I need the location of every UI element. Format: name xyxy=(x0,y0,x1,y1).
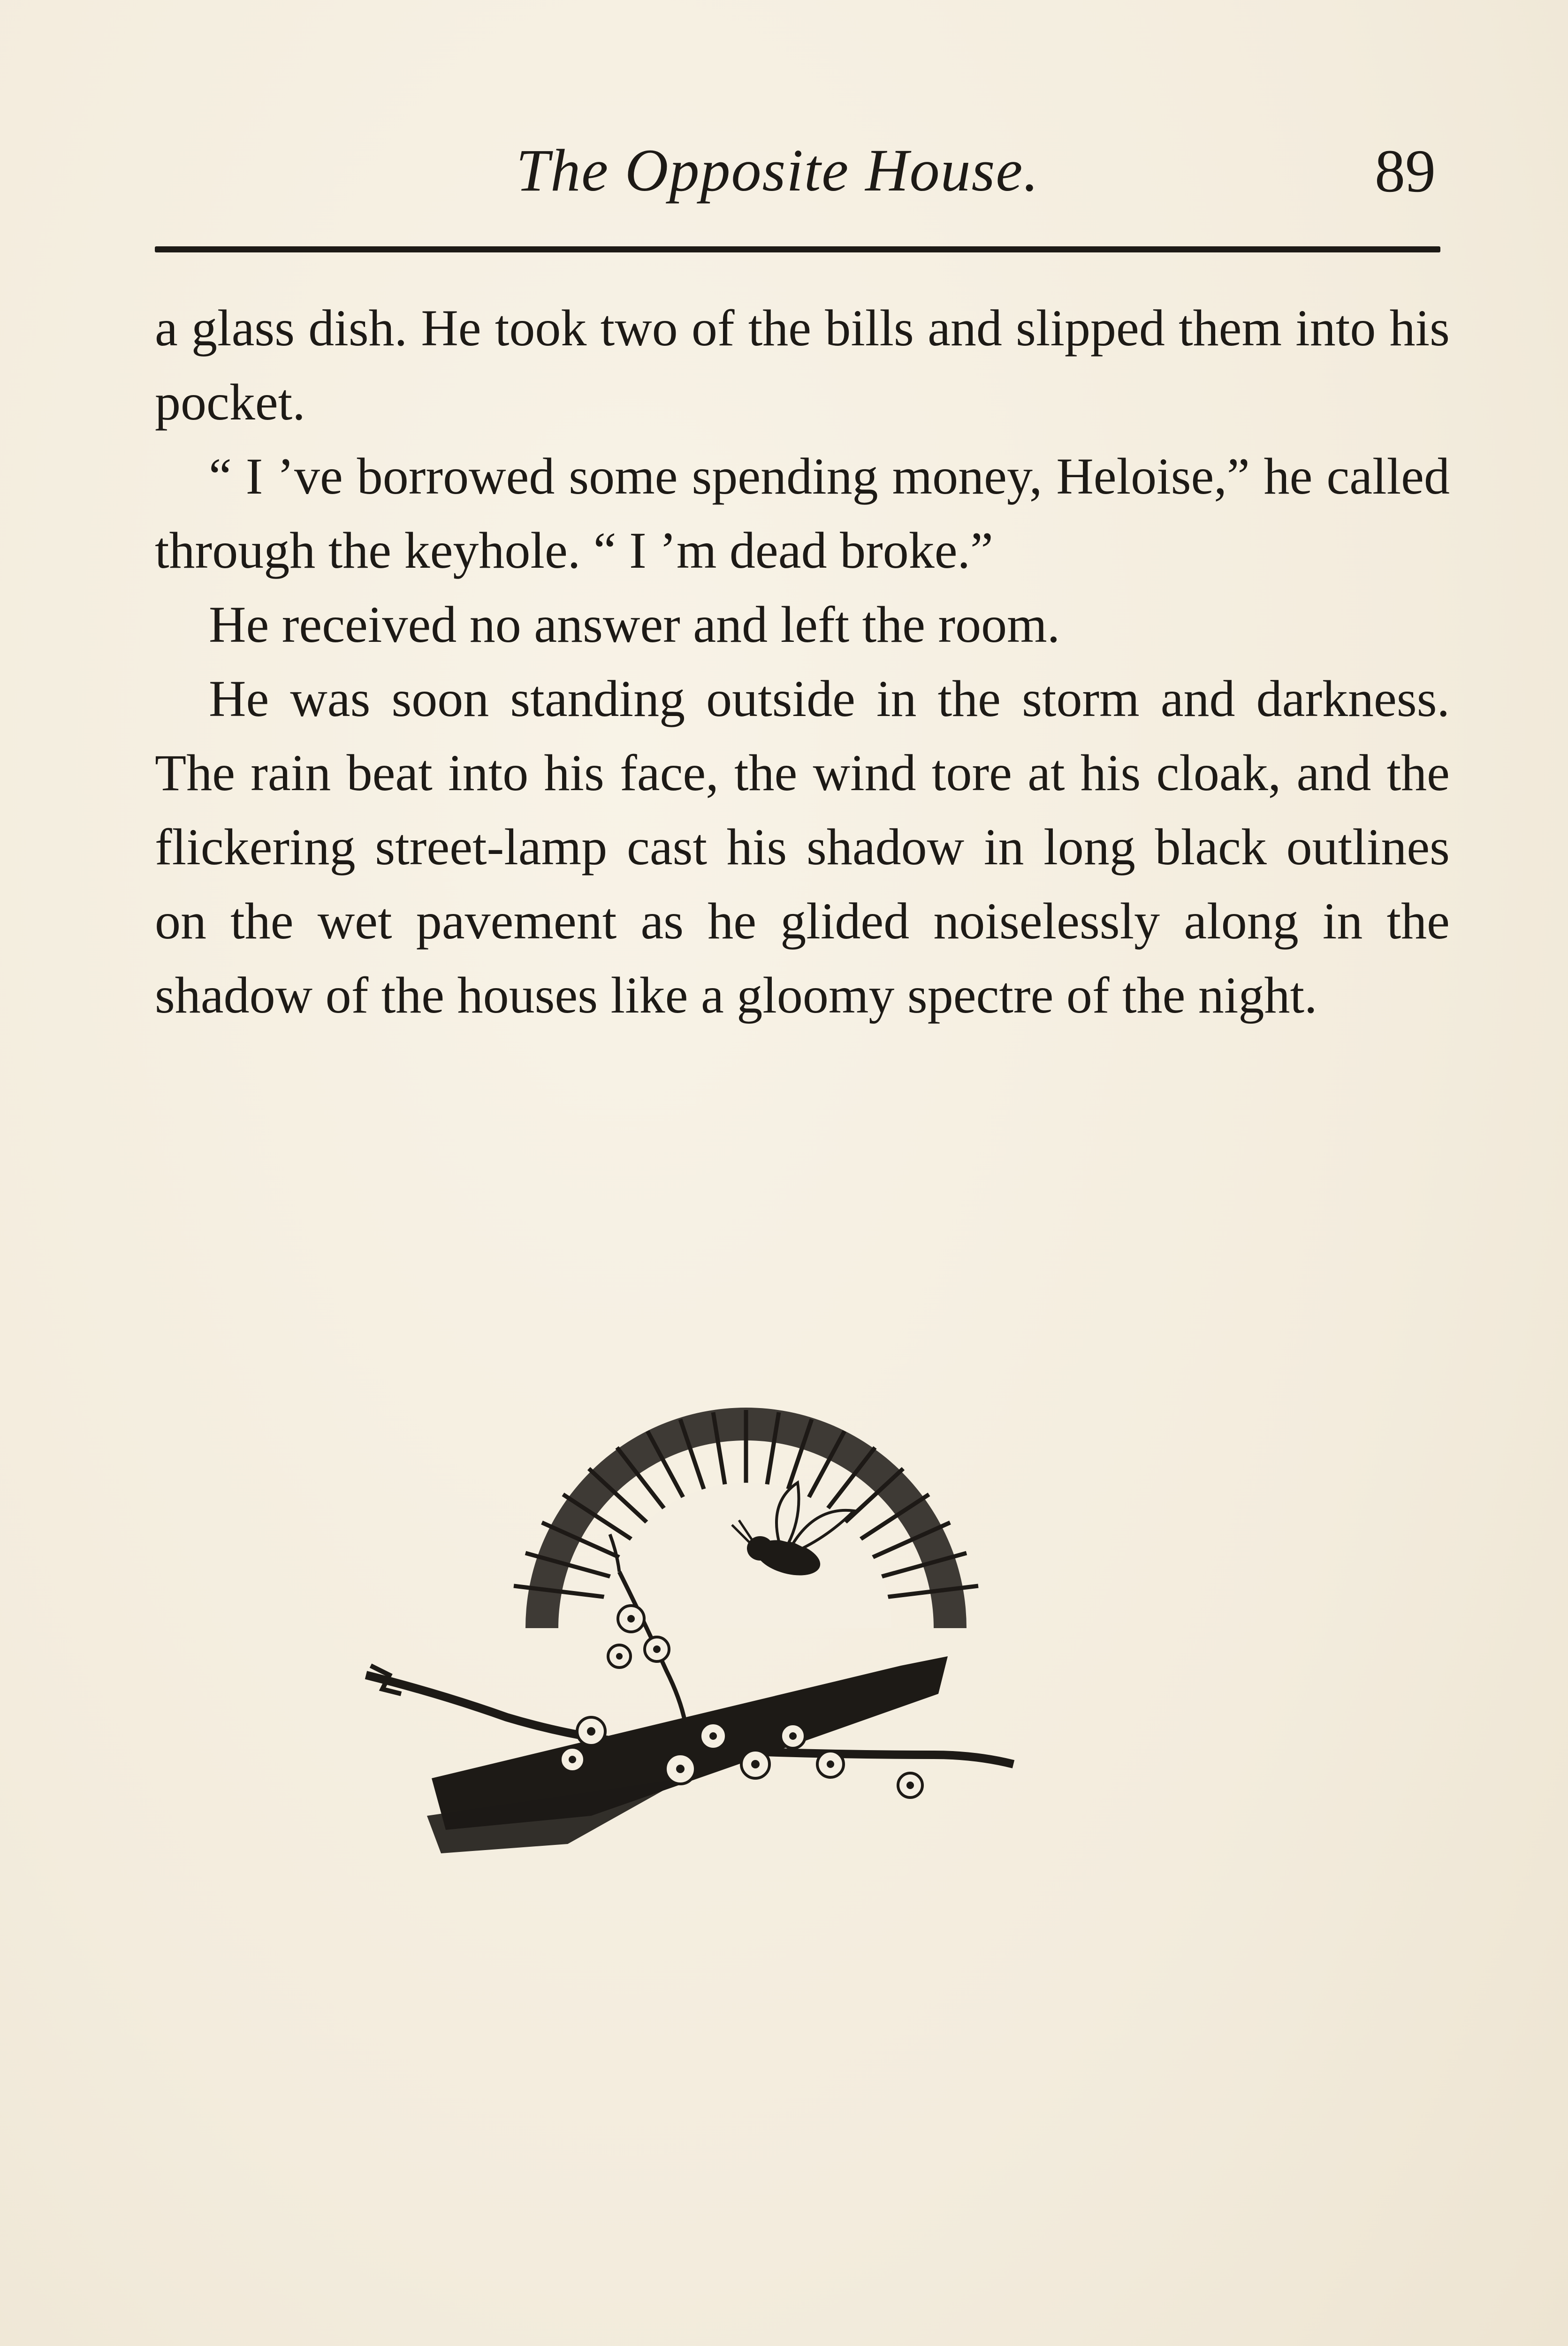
paragraph-continuation: a glass dish. He took two of the bills and slipped them into his pocket. xyxy=(155,299,1450,431)
running-head xyxy=(155,127,1445,211)
moon-blossom-bee-vignette-icon xyxy=(357,1394,1135,1891)
paragraph-dialogue: “ I ’ve borrowed some spending money, Heloise,” he called through the keyhole. “ I ’m dead broke.” xyxy=(155,448,1450,579)
paragraph-no-answer: He received no answer and left the room. xyxy=(209,596,1060,653)
header-rule xyxy=(155,246,1440,252)
paragraph-storm: He was soon standing outside in the storm and darkness. The rain beat into his face, the wind tore at his cloak, and the flickering street-lamp cast his shadow in long black outlines on the wet pavement as he glided noiselessly along in the shadow of the houses like a gloomy spectre of the night. xyxy=(155,670,1450,1024)
page-number: 89 xyxy=(1375,137,1436,205)
running-title: The Opposite House. xyxy=(516,137,1040,204)
body-text xyxy=(155,291,1450,1032)
